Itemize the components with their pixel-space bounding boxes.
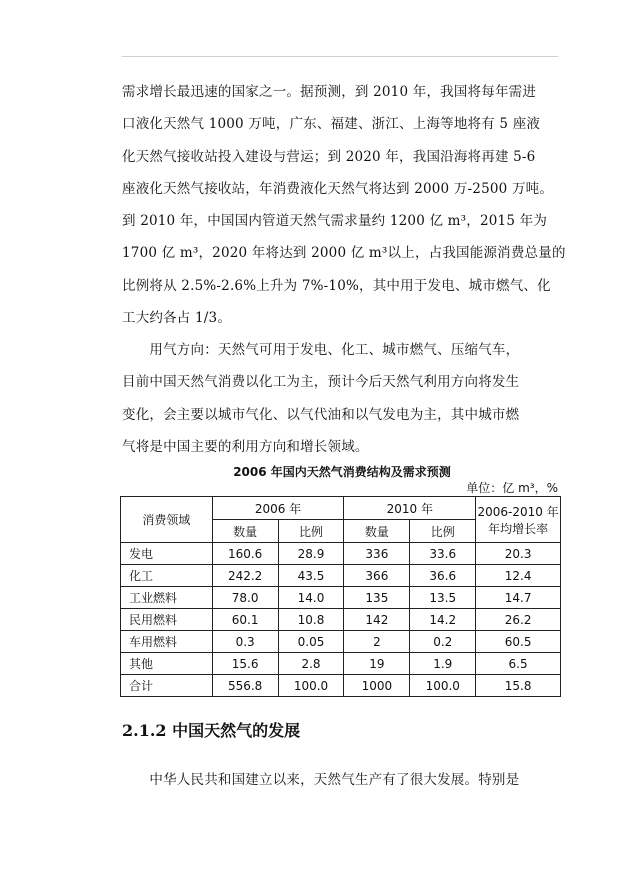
row-category: 合计 xyxy=(121,675,213,697)
cell-ratio-2006: 2.8 xyxy=(278,653,344,675)
cell-qty-2010: 135 xyxy=(344,587,410,609)
text-line: 到 2010 年，中国国内管道天然气需求量约 1200 亿 m³，2015 年为 xyxy=(122,213,548,230)
cell-ratio-2006: 10.8 xyxy=(278,609,344,631)
cell-qty-2006: 160.6 xyxy=(212,543,278,565)
cell-qty-2006: 60.1 xyxy=(212,609,278,631)
cell-qty-2010: 336 xyxy=(344,543,410,565)
text-line: 变化，会主要以城市气化、以气代油和以气发电为主，其中城市燃 xyxy=(122,406,520,423)
cell-qty-2006: 15.6 xyxy=(212,653,278,675)
table-unit-note: 单位：亿 m³，% xyxy=(466,481,558,495)
header-growth-line1: 2006-2010 年 xyxy=(477,504,559,519)
row-category: 民用燃料 xyxy=(121,609,213,631)
text-line: 比例将从 2.5%-2.6%上升为 7%-10%，其中用于发电、城市燃气、化 xyxy=(122,277,551,294)
header-2010: 2010 年 xyxy=(344,497,476,520)
cell-ratio-2006: 28.9 xyxy=(278,543,344,565)
cell-ratio-2006: 14.0 xyxy=(278,587,344,609)
header-ratio-2006: 比例 xyxy=(278,520,344,543)
text-line: 口液化天然气 1000 万吨，广东、福建、浙江、上海等地将有 5 座液 xyxy=(122,116,541,133)
cell-ratio-2010: 33.6 xyxy=(410,543,476,565)
header-2006: 2006 年 xyxy=(212,497,344,520)
table-row xyxy=(121,565,561,587)
body-paragraph-2 xyxy=(122,334,562,463)
cell-growth: 14.7 xyxy=(476,587,561,609)
table-row xyxy=(121,653,561,675)
cell-qty-2010: 19 xyxy=(344,653,410,675)
text-line: 工大约各占 1/3。 xyxy=(122,310,232,327)
header-growth xyxy=(476,497,561,543)
cell-growth: 6.5 xyxy=(476,653,561,675)
cell-growth: 60.5 xyxy=(476,631,561,653)
header-qty-2006: 数量 xyxy=(212,520,278,543)
cell-growth: 20.3 xyxy=(476,543,561,565)
consumption-table xyxy=(120,496,561,697)
row-category: 发电 xyxy=(121,543,213,565)
cell-ratio-2010: 13.5 xyxy=(410,587,476,609)
cell-ratio-2010: 100.0 xyxy=(410,675,476,697)
cell-qty-2010: 1000 xyxy=(344,675,410,697)
header-category: 消费领域 xyxy=(121,497,213,543)
row-category: 化工 xyxy=(121,565,213,587)
table-row xyxy=(121,543,561,565)
table-caption: 2006 年国内天然气消费结构及需求预测 xyxy=(233,465,451,479)
section-heading: 2.1.2 中国天然气的发展 xyxy=(122,721,301,740)
text-line: 化天然气接收站投入建设与营运；到 2020 年，我国沿海将再建 5-6 xyxy=(122,148,536,165)
cell-qty-2006: 242.2 xyxy=(212,565,278,587)
row-category: 车用燃料 xyxy=(121,631,213,653)
text-line: 中华人民共和国建立以来，天然气生产有了很大发展。特别是 xyxy=(122,772,520,788)
cell-growth: 15.8 xyxy=(476,675,561,697)
cell-ratio-2010: 14.2 xyxy=(410,609,476,631)
cell-qty-2010: 142 xyxy=(344,609,410,631)
cell-qty-2006: 0.3 xyxy=(212,631,278,653)
text-line: 座液化天然气接收站，年消费液化天然气将达到 2000 万-2500 万吨。 xyxy=(122,180,554,197)
cell-ratio-2006: 43.5 xyxy=(278,565,344,587)
cell-growth: 12.4 xyxy=(476,565,561,587)
table-row xyxy=(121,609,561,631)
cell-ratio-2006: 0.05 xyxy=(278,631,344,653)
row-category: 其他 xyxy=(121,653,213,675)
table-header-row xyxy=(121,497,561,520)
header-growth-line2: 年均增长率 xyxy=(488,521,549,536)
cell-ratio-2006: 100.0 xyxy=(278,675,344,697)
cell-qty-2006: 556.8 xyxy=(212,675,278,697)
cell-ratio-2010: 0.2 xyxy=(410,631,476,653)
cell-qty-2010: 366 xyxy=(344,565,410,587)
row-category: 工业燃料 xyxy=(121,587,213,609)
cell-ratio-2010: 1.9 xyxy=(410,653,476,675)
header-qty-2010: 数量 xyxy=(344,520,410,543)
table-row xyxy=(121,631,561,653)
text-line: 用气方向：天然气可用于发电、化工、城市燃气、压缩气车， xyxy=(122,342,520,358)
header-ratio-2010: 比例 xyxy=(410,520,476,543)
cell-growth: 26.2 xyxy=(476,609,561,631)
body-paragraph-3 xyxy=(122,764,562,796)
text-line: 气将是中国主要的利用方向和增长领域。 xyxy=(122,438,369,455)
text-line: 1700 亿 m³，2020 年将达到 2000 亿 m³以上，占我国能源消费总量的 xyxy=(122,245,566,262)
text-line: 需求增长最迅速的国家之一。据预测，到 2010 年，我国将每年需进 xyxy=(122,84,537,100)
cell-qty-2010: 2 xyxy=(344,631,410,653)
cell-ratio-2010: 36.6 xyxy=(410,565,476,587)
cell-qty-2006: 78.0 xyxy=(212,587,278,609)
text-line: 目前中国天然气消费以化工为主，预计今后天然气利用方向将发生 xyxy=(122,374,520,391)
table-total-row xyxy=(121,675,561,697)
header-rule xyxy=(122,56,558,57)
table-row xyxy=(121,587,561,609)
body-paragraph-1 xyxy=(122,76,566,334)
